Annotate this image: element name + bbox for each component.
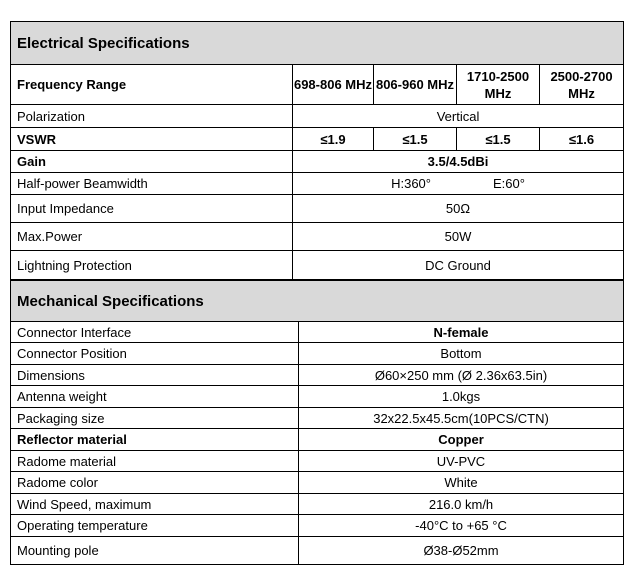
spec-label: Radome color	[11, 472, 299, 494]
lightning-label: Lightning Protection	[11, 251, 293, 280]
table-row	[11, 494, 624, 515]
spec-value: 1.0kgs	[299, 386, 624, 408]
gain-value: 3.5/4.5dBi	[293, 151, 624, 173]
mechanical-spec-table	[10, 280, 624, 565]
spec-label: Operating temperature	[11, 515, 299, 537]
mechanical-section-header	[11, 281, 624, 322]
lightning-row	[11, 251, 624, 280]
gain-label: Gain	[11, 151, 293, 173]
table-row	[11, 472, 624, 494]
table-row	[11, 408, 624, 429]
impedance-value: 50Ω	[293, 195, 624, 223]
impedance-row	[11, 195, 624, 223]
spec-label: Antenna weight	[11, 386, 299, 408]
mechanical-rows	[11, 322, 624, 565]
spec-value: -40°C to +65 °C	[299, 515, 624, 537]
electrical-section-header	[11, 22, 624, 65]
spec-label: Mounting pole	[11, 537, 299, 565]
power-label: Max.Power	[11, 223, 293, 251]
table-row	[11, 365, 624, 386]
table-row	[11, 386, 624, 408]
table-row	[11, 343, 624, 365]
spec-label: Dimensions	[11, 365, 299, 386]
polarization-value: Vertical	[293, 105, 624, 128]
frequency-row	[11, 65, 624, 105]
spec-label: Packaging size	[11, 408, 299, 429]
table-row	[11, 515, 624, 537]
spec-value: White	[299, 472, 624, 494]
table-row	[11, 322, 624, 343]
vswr-label: VSWR	[11, 128, 293, 151]
band-3: 1710-2500 MHz	[457, 65, 540, 105]
electrical-title: Electrical Specifications	[11, 22, 624, 65]
power-row	[11, 223, 624, 251]
vswr-4: ≤1.6	[540, 128, 624, 151]
vswr-2: ≤1.5	[374, 128, 457, 151]
table-row	[11, 537, 624, 565]
polarization-row	[11, 105, 624, 128]
spec-value: UV-PVC	[299, 451, 624, 472]
electrical-spec-table	[10, 21, 624, 280]
spec-value: Bottom	[299, 343, 624, 365]
spec-label: Wind Speed, maximum	[11, 494, 299, 515]
beamwidth-label: Half-power Beamwidth	[11, 173, 293, 195]
spec-value: Ø60×250 mm (Ø 2.36x63.5in)	[299, 365, 624, 386]
spec-label: Connector Position	[11, 343, 299, 365]
band-1: 698-806 MHz	[293, 65, 374, 105]
power-value: 50W	[293, 223, 624, 251]
vswr-1: ≤1.9	[293, 128, 374, 151]
beamwidth-h: H:360°	[391, 176, 431, 191]
spec-value: 32x22.5x45.5cm(10PCS/CTN)	[299, 408, 624, 429]
impedance-label: Input Impedance	[11, 195, 293, 223]
band-2: 806-960 MHz	[374, 65, 457, 105]
spec-label: Reflector material	[11, 429, 299, 451]
table-row	[11, 429, 624, 451]
vswr-3: ≤1.5	[457, 128, 540, 151]
beamwidth-e: E:60°	[492, 176, 525, 191]
spec-label: Connector Interface	[11, 322, 299, 343]
polarization-label: Polarization	[11, 105, 293, 128]
mechanical-title: Mechanical Specifications	[11, 281, 624, 322]
spec-value: Ø38-Ø52mm	[299, 537, 624, 565]
beamwidth-value	[293, 173, 624, 195]
lightning-value: DC Ground	[293, 251, 624, 280]
spec-label: Radome material	[11, 451, 299, 472]
spec-value: 216.0 km/h	[299, 494, 624, 515]
gain-row	[11, 151, 624, 173]
frequency-label: Frequency Range	[11, 65, 293, 105]
vswr-row	[11, 128, 624, 151]
table-row	[11, 451, 624, 472]
band-4: 2500-2700 MHz	[540, 65, 624, 105]
spec-value: Copper	[299, 429, 624, 451]
spec-value: N-female	[299, 322, 624, 343]
beamwidth-row	[11, 173, 624, 195]
